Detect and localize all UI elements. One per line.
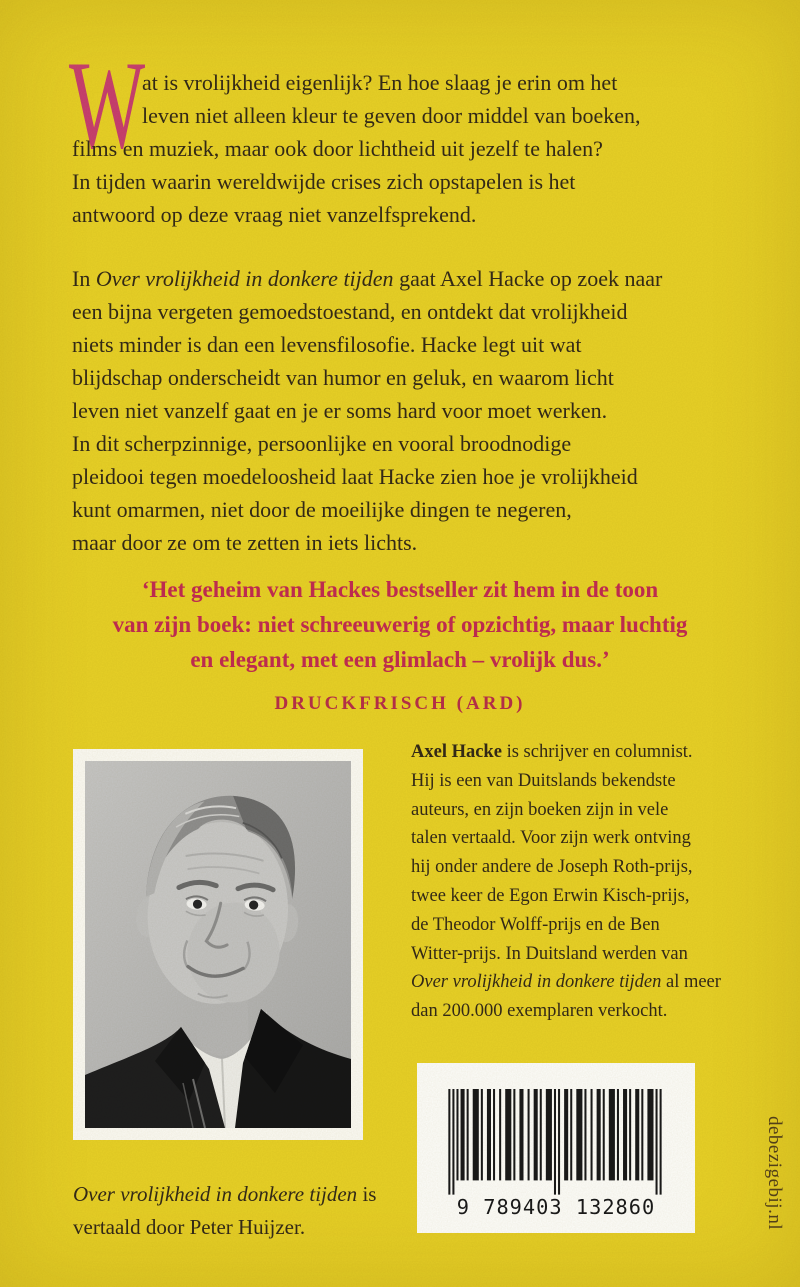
bio-line — [411, 968, 771, 997]
synopsis-text: gaat Axel Hacke op zoek naar — [393, 266, 663, 291]
bio-line: talen vertaald. Voor zijn werk ontving — [411, 828, 691, 849]
quote-line: ‘Het geheim van Hackes bestseller zit hem in de toon — [141, 577, 659, 602]
quote-line: en elegant, met een glimlach – vrolijk dus.’ — [190, 647, 610, 672]
barcode-number: 9 789403 132860 — [456, 1194, 656, 1219]
bio-line: hij onder andere de Joseph Roth-prijs, — [411, 857, 693, 878]
translation-text: is — [357, 1182, 377, 1206]
synopsis-text: In — [72, 266, 96, 291]
intro-line: films en muziek, maar ook door lichtheid uit jezelf te halen? — [72, 136, 603, 161]
synopsis-line: pleidooi tegen moedeloosheid laat Hacke zien hoe je vrolijkheid — [72, 464, 638, 489]
translation-line: vertaald door Peter Huijzer. — [73, 1215, 306, 1239]
intro-paragraph — [72, 66, 772, 231]
barcode-bars — [448, 1089, 664, 1219]
synopsis-line: blijdschap onderscheidt van humor en geluk, en waarom licht — [72, 365, 614, 390]
intro-line: leven niet alleen kleur te geven door middel van boeken, — [142, 103, 641, 128]
author-photo-frame — [73, 749, 363, 1140]
review-quote — [50, 572, 750, 721]
book-title: Over vrolijkheid in donkere tijden — [95, 266, 394, 291]
bio-line: Hij is een van Duitslands bekendste — [411, 770, 676, 791]
synopsis-line: In dit scherpzinnige, persoonlijke en vooral broodnodige — [72, 431, 572, 456]
quote-line: van zijn boek: niet schreeuwerig of opzichtig, maar luchtig — [112, 612, 688, 637]
drop-cap-w: W — [69, 36, 146, 175]
bio-text: al meer — [661, 972, 721, 993]
bio-text: is schrijver en columnist. — [501, 742, 693, 762]
bio-line: Witter-prijs. In Duitsland werden van — [411, 943, 688, 964]
intro-line: In tijden waarin wereldwijde crises zich opstapelen is het — [72, 169, 576, 194]
translation-note — [73, 1178, 376, 1244]
bio-line: twee keer de Egon Erwin Kisch-prijs, — [411, 885, 690, 906]
book-title: Over vrolijkheid in donkere tijden — [411, 972, 662, 993]
barcode — [417, 1063, 695, 1233]
publisher-url: debezigebij.nl — [764, 1116, 785, 1231]
synopsis-line: niets minder is dan een levensfilosofie. Hacke legt uit wat — [72, 332, 582, 357]
synopsis-line — [72, 262, 772, 295]
synopsis-line: leven niet vanzelf gaat en je er soms hard voor moet werken. — [72, 398, 608, 423]
synopsis-paragraph — [72, 262, 772, 559]
book-title: Over vrolijkheid in donkere tijden — [73, 1182, 358, 1206]
bio-line: dan 200.000 exemplaren verkocht. — [411, 1001, 668, 1022]
translation-line — [73, 1178, 376, 1211]
bio-line — [411, 738, 771, 767]
intro-line: at is vrolijkheid eigenlijk? En hoe slaag je erin om het — [142, 70, 618, 95]
bio-line: de Theodor Wolff-prijs en de Ben — [411, 914, 660, 935]
synopsis-line: een bijna vergeten gemoedstoestand, en ontdekt dat vrolijkheid — [72, 299, 628, 324]
quote-attribution: DRUCKFRISCH (ARD) — [274, 693, 526, 714]
author-name: Axel Hacke — [411, 742, 502, 762]
author-bio — [411, 738, 771, 1026]
bio-line: auteurs, en zijn boeken zijn in vele — [411, 799, 669, 820]
synopsis-line: maar door ze om te zetten in iets lichts. — [72, 530, 418, 555]
synopsis-line: kunt omarmen, niet door de moeilijke dingen te negeren, — [72, 497, 572, 522]
author-photo — [85, 761, 351, 1128]
intro-line: antwoord op deze vraag niet vanzelfsprekend. — [72, 202, 477, 227]
